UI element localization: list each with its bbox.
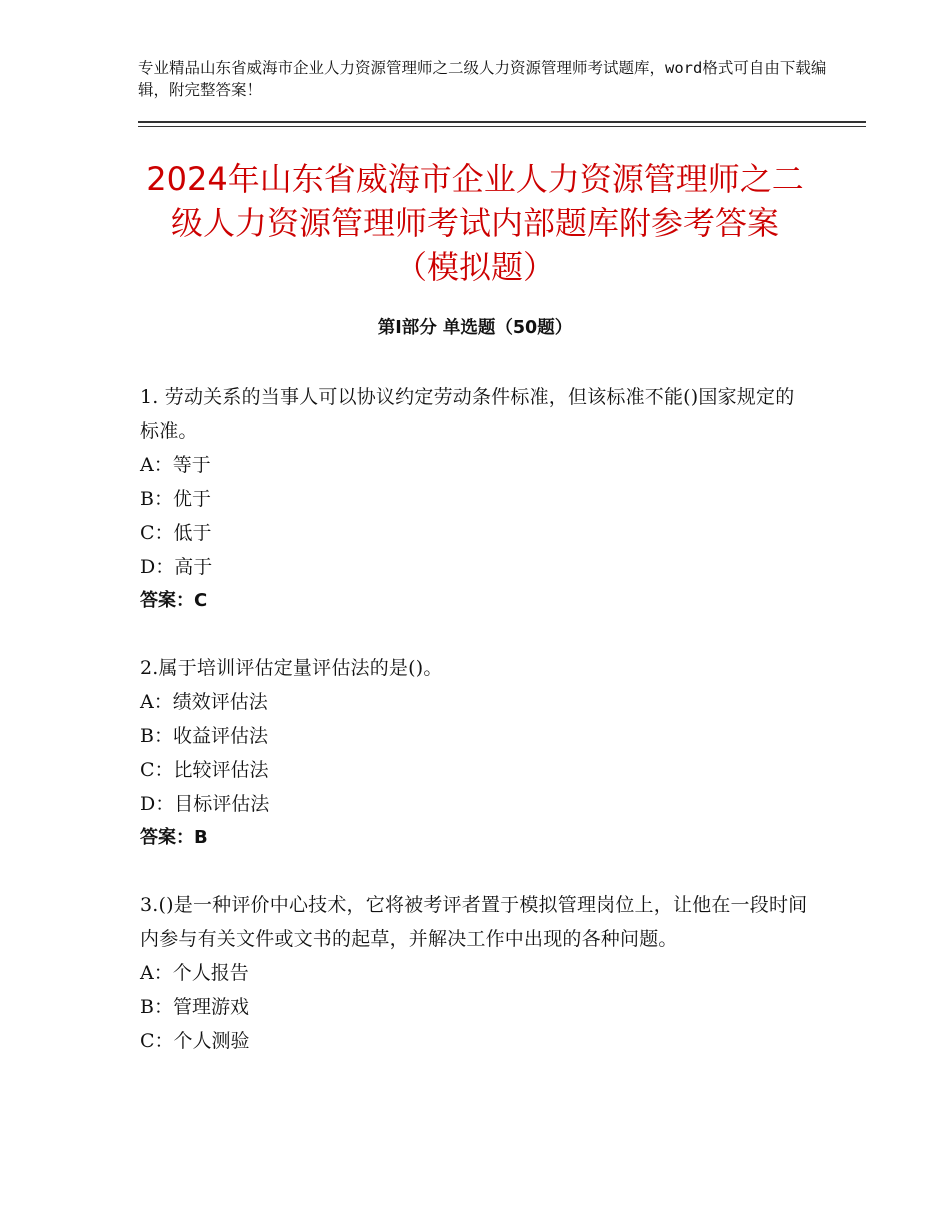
header-rule-thin	[138, 126, 866, 127]
option-c: C：低于	[140, 522, 212, 544]
question-list	[140, 380, 810, 1091]
question-stem: 2.属于培训评估定量评估法的是()。	[140, 657, 443, 679]
question-stem: 1. 劳动关系的当事人可以协议约定劳动条件标准，但该标准不能()国家规定的标准。	[140, 386, 795, 442]
question-1	[140, 380, 810, 618]
option-c: C：比较评估法	[140, 759, 269, 781]
document-title: 2024年山东省威海市企业人力资源管理师之二级人力资源管理师考试内部题库附参考答案（模拟题）	[146, 160, 804, 286]
section-heading: 第Ⅰ部分 单选题（50题）	[377, 318, 573, 338]
question-2	[140, 651, 810, 855]
option-c: C：个人测验	[140, 1030, 250, 1052]
question-3	[140, 888, 810, 1058]
option-b: B：管理游戏	[140, 996, 249, 1018]
answer-line: 答案：C	[140, 590, 208, 611]
option-a: A：等于	[140, 454, 211, 476]
option-b: B：优于	[140, 488, 211, 510]
option-d: D：高于	[140, 556, 213, 578]
question-stem: 3.()是一种评价中心技术，它将被考评者置于模拟管理岗位上，让他在一段时间内参与有关文件或文书的起草，并解决工作中出现的各种问题。	[140, 894, 808, 950]
header-rule-thick	[138, 121, 866, 123]
option-b: B：收益评估法	[140, 725, 268, 747]
header-note: 专业精品山东省威海市企业人力资源管理师之二级人力资源管理师考试题库，word格式可自由下载编辑，附完整答案！	[138, 59, 827, 99]
option-d: D：目标评估法	[140, 793, 270, 815]
option-a: A：个人报告	[140, 962, 249, 984]
answer-line: 答案：B	[140, 827, 208, 848]
option-a: A：绩效评估法	[140, 691, 268, 713]
